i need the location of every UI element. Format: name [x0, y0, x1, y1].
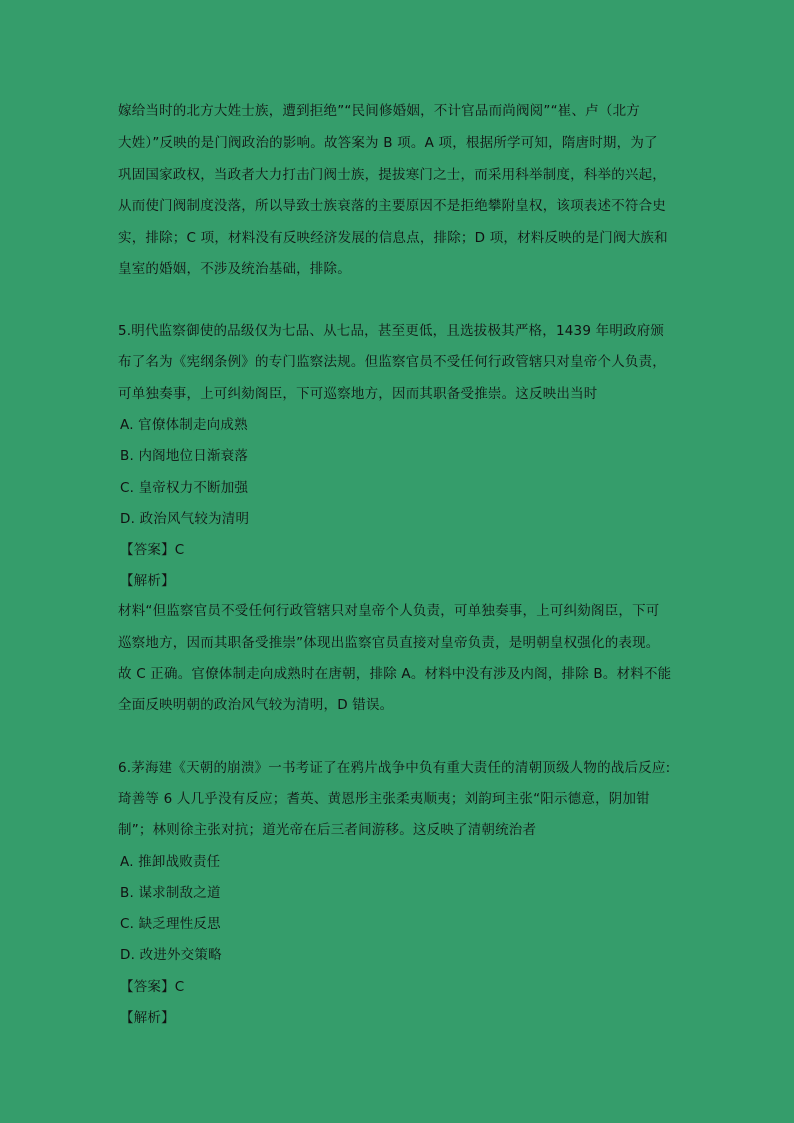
- question-6-stem: 6.茅海建《天朝的崩溃》一书考证了在鸦片战争中负有重大责任的清朝顶级人物的战后反应:: [118, 760, 671, 776]
- question-5-analysis: 材料“但监察官员不受任何行政管辖只对皇帝个人负责，可单独奏事，上可纠劾阁臣，下可: [118, 603, 660, 619]
- analysis-line: 从而使门阀制度没落，所以导致士族衰落的主要原因不是拒绝攀附皇权，该项表述不符合史: [118, 198, 666, 214]
- analysis-line: 实，排除；C 项，材料没有反映经济发展的信息点，排除；D 项，材料反映的是门阀大族和: [118, 230, 668, 246]
- question-6-option-a: A. 推卸战败责任: [120, 854, 221, 870]
- question-5-analysis: 巡察地方，因而其职备受推崇”体现出监察官员直接对皇帝负责，是明朝皇权强化的表现。: [118, 635, 660, 651]
- question-6-stem: 制”；林则徐主张对抗；道光帝在后三者间游移。这反映了清朝统治者: [118, 822, 537, 838]
- question-6-option-b: B. 谋求制敌之道: [120, 885, 221, 901]
- analysis-line: 大姓）”反映的是门阀政治的影响。故答案为 B 项。A 项，根据所学可知，隋唐时期，为了: [118, 135, 658, 151]
- question-6-option-d: D. 改进外交策略: [120, 947, 222, 963]
- question-5-stem: 布了名为《宪纲条例》的专门监察法规。但监察官员不受任何行政管辖只对皇帝个人负责，: [118, 354, 666, 370]
- analysis-line: 巩固国家政权，当政者大力打击门阀士族，提拔寒门之士，而采用科举制度，科举的兴起，: [118, 167, 666, 183]
- question-6-analysis-label: 【解析】: [120, 1010, 175, 1026]
- analysis-line: 嫁给当时的北方大姓士族，遭到拒绝”“民间修婚姻，不计官品而尚阀阅”“崔、卢（北方: [118, 103, 640, 119]
- question-5-answer: 【答案】C: [120, 542, 185, 558]
- question-5-option-d: D. 政治风气较为清明: [120, 511, 250, 527]
- question-5-analysis: 全面反映明朝的政治风气较为清明，D 错误。: [118, 697, 394, 713]
- question-5-stem: 5.明代监察御使的品级仅为七品、从七品，甚至更低，且选拔极其严格，1439 年明政府颁: [118, 323, 665, 339]
- analysis-line: 皇室的婚姻，不涉及统治基础，排除。: [118, 261, 351, 277]
- question-6-option-c: C. 缺乏理性反思: [120, 916, 221, 932]
- question-6-stem: 琦善等 6 人几乎没有反应；耆英、黄恩彤主张柔夷顺夷；刘韵珂主张“阳示德意，阴加钳: [118, 791, 650, 807]
- question-5-stem: 可单独奏事，上可纠劾阁臣，下可巡察地方，因而其职备受推崇。这反映出当时: [118, 386, 598, 402]
- question-5-analysis-label: 【解析】: [120, 573, 175, 589]
- question-5-analysis: 故 C 正确。官僚体制走向成熟时在唐朝，排除 A。材料中没有涉及内阁，排除 B。材料不能: [118, 666, 672, 682]
- question-5-option-b: B. 内阁地位日渐衰落: [120, 448, 249, 464]
- question-5-option-a: A. 官僚体制走向成熟: [120, 417, 248, 433]
- question-5-option-c: C. 皇帝权力不断加强: [120, 480, 249, 496]
- question-6-answer: 【答案】C: [120, 979, 185, 995]
